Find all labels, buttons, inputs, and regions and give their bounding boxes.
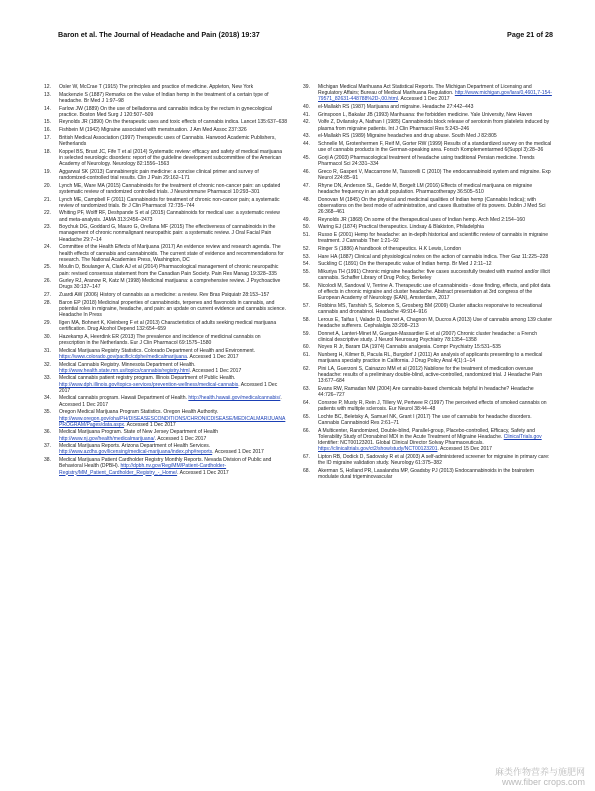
reference-text: Gurley RJ, Aranow R, Katz M (1998) Medicinal marijuana: a comprehensive review. J Psychoactive Drugs 30:137–147 <box>59 278 281 291</box>
reference-item <box>44 197 287 209</box>
reference-number: 19. <box>44 168 52 175</box>
reference-number: 22. <box>44 210 52 217</box>
reference-text: Suckling C (1891) On the therapeutic value of Indian hemp. Br Med J 2:11–12 <box>318 261 492 268</box>
reference-number: 29. <box>44 319 52 326</box>
reference-link[interactable]: http://www.dph.illinois.gov/topics-services/prevention-wellness/medical-cannabis <box>59 381 239 388</box>
reference-item <box>303 217 553 223</box>
reference-text: Nunberg H, Kilmer B, Pacula RL, Burgdorf J (2011) An analysis of applicants presenting to a medical marijuana specialty practice in California. J Drug Policy Anal 4(1):1–14 <box>318 352 543 365</box>
reference-number: 51. <box>303 231 311 238</box>
reference-number: 14. <box>44 105 52 112</box>
reference-item <box>303 352 553 364</box>
reference-number: 15. <box>44 119 52 126</box>
reference-text: Evans RW, Ramadan NM (2004) Are cannabis-based chemicals helpful in headache? Headache 44:726–727 <box>318 386 534 399</box>
reference-link[interactable]: http://dpbh.nv.gov/Reg/MM/Patient-Cardholder-Registry/MM_Patient_Cardholder_Registry_-_Home/ <box>59 463 227 476</box>
reference-number: 63. <box>303 386 311 393</box>
reference-number: 12. <box>44 84 52 90</box>
reference-text-tail: . Accessed 15 Dec 2017 <box>437 446 492 453</box>
reference-item <box>44 210 287 222</box>
reference-item <box>303 254 553 260</box>
reference-item <box>44 375 287 394</box>
reference-text: Fishbein M (1942) Migraine associated with menstruation. J Am Med Assoc 237:326 <box>59 127 247 134</box>
reference-text: el-Mallakh RS (1989) Migraine headaches and drug abuse. South Med J 82:805 <box>318 133 497 140</box>
reference-item <box>303 232 553 244</box>
reference-number: 48. <box>303 196 311 203</box>
reference-number: 36. <box>44 429 52 436</box>
reference-number: 20. <box>44 182 52 189</box>
reference-number: 23. <box>44 224 52 231</box>
reference-text: Reynolds JR (1868) On some of the therapeutical uses of Indian hemp. Arch Med 2:154–160 <box>318 216 526 223</box>
reference-item <box>303 84 553 103</box>
reference-text: Boychuk DG, Goddard G, Mauro G, Orellana MF (2015) The effectiveness of cannabinoids in the management of chronic nonmalignant neuropathic pain: a systematic review. J Oral Facial Pain Headache 29:7–14 <box>59 224 276 243</box>
reference-text: Michigan Medical Marihuana Act Statistical Reports. The Michigan Department of Licensing and Regulatory Affairs; Bureau of Medical Marihuana Regulation. <box>318 84 532 97</box>
reference-item <box>303 112 553 118</box>
reference-item <box>303 454 553 466</box>
reference-text: Medical cannabis program. Hawaii Department of Health. <box>59 395 189 402</box>
reference-number: 13. <box>44 91 52 98</box>
reference-text: Reynolds JR (1890) On the therapeutic uses and toxic effects of cannabis indica. Lancet 135:637–638 <box>59 119 288 126</box>
reference-number: 62. <box>303 366 311 372</box>
reference-text: Lynch ME, Campbell F (2011) Cannabinoids for treatment of chronic non-cancer pain; a systematic review of randomized trials. Br J Clin Pharmacol 72:735–744 <box>59 196 280 209</box>
reference-text: Akerman S, Holland PR, Lasalandra MP, Goadsby PJ (2013) Endocannabinoids in the brainstem modulate dural trigeminovascular <box>318 467 534 480</box>
reference-item <box>44 278 287 290</box>
reference-text: Volfe Z, Dvilansky A, Nathan I (1985) Cannabinoids block release of serotonin from platelets induced by plasma from migraine patients. Int J Clin Pharmacol Res 5:243–246 <box>318 119 550 132</box>
reference-item <box>303 428 553 453</box>
reference-number: 50. <box>303 224 311 231</box>
reference-number: 41. <box>303 111 311 118</box>
reference-text: Hare HA (1887) Clinical and physiological notes on the action of cannabis indica. Ther Gaz 11:225–228 <box>318 253 549 260</box>
reference-text-tail: . Accessed 1 Dec 2017 <box>397 96 450 103</box>
reference-item <box>44 183 287 195</box>
reference-item <box>303 261 553 267</box>
reference-text: Ilgen MA, Bohnert K, Kleinberg F et al (2013) Characteristics of adults seeking medical marijuana certification. Drug Alcohol Depend 132:654–659 <box>59 319 277 333</box>
reference-text: Lipton RB, Dodick D, Sadovsky R et al (2003) A self-administered screener for migraine in primary care: the ID migraine validation study. Neurology 61:375–382 <box>318 453 550 467</box>
watermark-line-1: 麻类作物营养与施肥网 <box>494 767 585 777</box>
reference-item <box>303 197 553 216</box>
reference-number: 68. <box>303 467 311 474</box>
reference-text: Osler W, McCrae T (1915) The principles and practice of medicine. Appleton, New York <box>59 84 254 90</box>
reference-text: Waring EJ (1874) Practical therapeutics. Lindsay & Blakiston, Philadelphia <box>318 224 484 231</box>
reference-text: Medical cannabis patient registry program. Illinois Department of Public Health. <box>59 375 236 382</box>
reference-item <box>44 127 287 133</box>
running-header <box>58 30 553 44</box>
reference-number: 67. <box>303 453 311 460</box>
reference-number: 60. <box>303 344 311 351</box>
reference-text: Hazekamp A, Heerdink ER (2013) The prevalence and incidence of medicinal cannabis on prescription in the Netherlands. Eur J Clin Pharmacol 69:1575–1580 <box>59 333 261 346</box>
reference-text: A Multicenter, Randomized, Double-blind, Parallel-group, Placebo-controlled, Efficacy, Safety and Tolerability Study of Dronabinol MDI in the Acute Treatment of Migraine Headache. <box>318 427 535 440</box>
reference-number: 38. <box>44 457 52 464</box>
reference-text: British Medical Association (1997) Therapeutic uses of Cannabis. Harwood Academic Publishers, Netherlands <box>59 134 276 147</box>
reference-text: Noyes R Jr, Baram DA (1974) Cannabis analgesia. Compr Psychiatry 15:531–535 <box>318 344 501 351</box>
reference-item <box>303 224 553 230</box>
reference-item <box>303 169 553 181</box>
reference-text: Lochte BC, Beletsky A, Samuel NK, Grant I (2017) The use of cannabis for headache disorders. Cannabis Cannabinoid Res 2:61–71 <box>318 413 532 426</box>
reference-item <box>44 320 287 332</box>
reference-number: 64. <box>303 399 311 406</box>
reference-text-tail: . Accessed 1 Dec 2017 <box>154 435 207 442</box>
reference-number: 34. <box>44 395 52 402</box>
reference-item <box>303 246 553 252</box>
reference-number: 58. <box>303 316 311 323</box>
reference-item <box>44 84 287 90</box>
reference-item <box>303 303 553 315</box>
reference-item <box>44 300 287 319</box>
reference-link[interactable]: ClinicalTrials.gov <box>503 433 542 440</box>
reference-text: Medical Marijuana Reports. Arizona Department of Health Services. <box>59 443 211 450</box>
reference-item <box>44 224 287 243</box>
reference-text-tail: . Accessed 1 Dec 2017 <box>124 421 176 428</box>
reference-text: Rhyne DN, Anderson SL, Gedde M, Borgelt LM (2016) Effects of medical marijuana on migraine headache frequency in an adult population. Pharmacotherapy 36:505–510 <box>318 182 533 195</box>
reference-item <box>44 244 287 263</box>
reference-number: 47. <box>303 182 311 189</box>
reference-number: 46. <box>303 168 311 175</box>
reference-number: 30. <box>44 333 52 340</box>
reference-link[interactable]: http://www.michigan.gov/lara/0,4601,7-154-79571_82631-448788%2D-,00.html <box>318 90 552 103</box>
reference-text: Farlow JW (1889) On the use of belladonna and cannabis indica by the rectum in gynecological practice. Boston Med Surg J 120:507–509 <box>59 105 272 118</box>
reference-number: 42. <box>303 119 311 126</box>
page-number: Page 21 of 28 <box>507 30 553 39</box>
references-column-left <box>44 84 287 477</box>
reference-number: 55. <box>303 268 311 275</box>
reference-text: Committee of the Health Effects of Marijuana (2017) An evidence review and research agenda. The health effects of cannabis and cannabinoids. The current state of evidence and recommendations for research. The National Academies Press, Washington, DC <box>59 244 284 263</box>
reference-item <box>44 135 287 147</box>
reference-item <box>44 292 287 298</box>
reference-link[interactable]: http://www.azdhs.gov/licensing/medical-marijuana/index.php#reports <box>59 449 213 456</box>
reference-number: 18. <box>44 148 52 155</box>
reference-text: Pini LA, Guerzoni S, Cainazzo MM et al (2012) Nabilone for the treatment of medication overuse headache: results of a preliminary double-blind, active-controlled, randomized trial. J Headache Pain 13:677–684 <box>318 366 543 385</box>
reference-item <box>303 414 553 426</box>
reference-item <box>303 183 553 195</box>
reference-item <box>303 155 553 167</box>
reference-text: Koppel BS, Brust JC, Fife T et al (2014) Systematic review: efficacy and safety of medical marijuana in selected neurologic disorders: report of the guideline development subcommittee of the American Academy of Neurology. Neurology 82:1556–1563 <box>59 148 283 168</box>
reference-item <box>44 92 287 104</box>
reference-number: 65. <box>303 413 311 420</box>
reference-item <box>44 362 287 374</box>
reference-number: 49. <box>303 216 311 223</box>
reference-number: 43. <box>303 133 311 140</box>
reference-text-tail: . Accessed 1 Dec 2017 <box>186 353 239 360</box>
reference-number: 53. <box>303 253 311 260</box>
reference-text: Ringer S (1886) A handbook of therapeutics. H.K Lewis, London <box>318 245 462 252</box>
reference-text: Greco R, Gasperi V, Maccarrone M, Tassorelli C (2010) The endocannabinoid system and migraine. Exp Neurol 224:85–91 <box>318 168 551 181</box>
reference-item <box>303 133 553 139</box>
reference-number: 21. <box>44 196 52 203</box>
reference-link[interactable]: http://www.oregon.gov/oha/PH/DISEASESCONDITIONS/CHRONICDISEASE/MEDICALMARIJUANAPROGRAM/Pages/data.aspx <box>59 415 286 428</box>
reference-number: 33. <box>44 375 52 382</box>
running-title: Baron et al. The Journal of Headache and Pain (2018) 19:37 <box>58 30 260 39</box>
reference-item <box>44 264 287 276</box>
reference-text: el-Mallakh RS (1987) Marijuana and migraine. Headache 27:442–443 <box>318 104 474 111</box>
reference-item <box>44 429 287 441</box>
reference-number: 61. <box>303 352 311 359</box>
reference-item <box>44 443 287 455</box>
reference-number: 32. <box>44 361 52 368</box>
references-column-right <box>303 84 553 482</box>
reference-text: Oregon Medical Marijuana Program Statistics. Oregon Health Authority. <box>59 409 219 416</box>
reference-number: 31. <box>44 347 52 354</box>
reference-link[interactable]: http://www.nj.gov/health/medicalmarijuana/ <box>59 435 155 442</box>
reference-text: Mikuriya TH (1991) Chronic migraine headache: five cases successfully treated with marinol and/or illicit cannabis. Schaffer Library of Drug Policy, Berkeley <box>318 268 550 282</box>
reference-item <box>303 468 553 480</box>
reference-text-tail: . Accessed 1 Dec 2017 <box>189 367 242 374</box>
reference-number: 54. <box>303 261 311 268</box>
reference-item <box>44 169 287 181</box>
reference-item <box>303 366 553 385</box>
reference-text-tail: Identifier: NCT00123201. Global Clinical Director Solvay Pharmaceuticals. <box>318 440 484 447</box>
reference-item <box>303 344 553 350</box>
reference-number: 40. <box>303 104 311 111</box>
reference-text: Donnet A, Lanteri-Minet M, Guegan-Massardier E et al (2007) Chronic cluster headache: a French clinical descriptive study. J Neurol Neurosurg Psychiatry 78:1354–1358 <box>318 330 538 343</box>
reference-item <box>44 395 287 407</box>
reference-number: 66. <box>303 427 311 434</box>
reference-text: Grinspoon L, Bakalar JB (1993) Marihuana: the forbidden medicine. Yale University, New Haven <box>318 111 533 118</box>
reference-number: 52. <box>303 245 311 252</box>
reference-number: 17. <box>44 134 52 141</box>
reference-text: Lynch ME, Ware MA (2015) Cannabinoids for the treatment of chronic non-cancer pain: an updated systematic review of randomized controlled trials. J Neuroimmune Pharmacol 10:293–301 <box>59 182 281 195</box>
reference-text-tail: . Accessed 1 Dec 2017 <box>212 449 264 456</box>
reference-text: Nicolodi M, Sandoval V, Terrine A. Therapeutic use of cannabinoids - dose finding, effects, and pilot data of effects in chronic migraine and cluster headache. Abstract presentation at 3rd congress of the European Academy of Neurology (EAN), Amsterdam, 2017 <box>318 282 551 302</box>
reference-link[interactable]: https://clinicaltrials.gov/ct2/show/study/NCT00123201 <box>318 446 438 453</box>
reference-number: 28. <box>44 299 52 306</box>
reference-number: 27. <box>44 292 52 299</box>
reference-item <box>303 386 553 398</box>
watermark-line-2: www.fiber crops.com <box>501 777 585 787</box>
reference-item <box>44 457 287 476</box>
reference-text: Gorji A (2003) Pharmacological treatment of headache using traditional Persian medicine. Trends Pharmacol Sci 24:331–334 <box>318 154 535 168</box>
reference-text: Aggarwal SK (2013) Cannabinergic pain medicine: a concise clinical primer and survey of randomized-controlled trial results. Clin J Pain 29:162–171 <box>59 168 259 181</box>
reference-text: Zuardi AW (2006) History of cannabis as a medicine: a review. Rev Bras Psiquiatr 28:153–157 <box>59 292 270 299</box>
reference-text: Leroux E, Taifas I, Valade D, Donnet A, Chagnon M, Ducros A (2013) Use of cannabis among 139 cluster headache sufferers. Cephalalgia 33:208–213 <box>318 316 553 329</box>
reference-link[interactable]: http://health.hawaii.gov/medicalcannabis/ <box>188 395 281 402</box>
reference-number: 57. <box>303 302 311 309</box>
reference-text: Medical Marijuana Program. State of New Jersey Department of Health <box>59 429 219 436</box>
reference-number: 25. <box>44 264 52 271</box>
reference-number: 39. <box>303 84 311 90</box>
reference-link[interactable]: http://www.health.state.mn.us/topics/cannabis/registry.html <box>59 367 190 374</box>
reference-number: 37. <box>44 443 52 450</box>
reference-number: 59. <box>303 330 311 337</box>
reference-item <box>44 334 287 346</box>
reference-link[interactable]: https://www.colorado.gov/pacific/cdphe/medicalmarijuana <box>59 353 187 360</box>
reference-item <box>44 119 287 125</box>
reference-number: 24. <box>44 244 52 251</box>
reference-text-tail: . Accessed 1 Dec 2017 <box>177 469 229 476</box>
reference-text-tail: . Accessed 1 Dec 2017 <box>59 381 278 394</box>
reference-item <box>44 106 287 118</box>
reference-number: 56. <box>303 282 311 289</box>
reference-text: Donovan M (1845) On the physical and medicinal qualities of Indian hemp (Cannabis Indica); with observations on the best mode of administration, and cases illustrative of its powers. Dublin J Med Sci 26:368–461 <box>318 196 546 215</box>
reference-number: 44. <box>303 141 311 147</box>
reference-text: Mackenzie S (1887) Remarks on the value of Indian hemp in the treatment of a certain type of headache. Br Med J 1:97–98 <box>59 91 269 104</box>
reference-text: Medical Marijuana Patient Cardholder Registry Monthly Reports. Nevada Division of Public and Behavioral Health (DPBH). <box>59 457 272 470</box>
reference-item <box>44 149 287 168</box>
reference-number: 26. <box>44 278 52 285</box>
reference-text: Baron EP (2018) Medicinal properties of cannabinoids, terpenes and flavonoids in cannabis, and potential roles in migraine, headache, and pain: an update on current evidence and cannabis science. Headache In Press <box>59 299 286 319</box>
reference-text-tail: . Accessed 1 Dec 2017 <box>59 395 282 408</box>
reference-item <box>303 283 553 302</box>
reference-item <box>303 104 553 110</box>
reference-text: Robbins MS, Tarshish S, Solomon S, Grosberg BM (2009) Cluster attacks responsive to recreational cannabis and dronabinol. Headache 49:914–916 <box>318 302 543 315</box>
reference-text: Schnelle M, Grotenhermen F, Reif M, Gorter RW (1999) Results of a standardized survey on the medical use of cannabis products in the German-speaking area. Forsch Komplementarmed 6(Suppl 3):28–36 <box>318 141 552 154</box>
reference-item <box>303 331 553 343</box>
reference-text: Medical Cannabis Registry. Minnesota Department of Health. <box>59 361 196 368</box>
reference-number: 16. <box>44 127 52 134</box>
reference-text: Russo E (2001) Hemp for headache: an in-depth historical and scientific review of cannabis in migraine treatment. J Cannabis Ther 1:21–92 <box>318 231 549 245</box>
reference-item <box>303 141 553 153</box>
reference-item <box>303 119 553 131</box>
reference-item <box>303 269 553 281</box>
reference-text: Whiting PF, Wolff RF, Deshpande S et al (2015) Cannabinoids for medical use: a systematic review and meta-analysis. JAMA 313:2456–2473 <box>59 210 280 223</box>
reference-number: 35. <box>44 409 52 416</box>
reference-item <box>44 409 287 428</box>
reference-item <box>303 400 553 412</box>
reference-item <box>303 317 553 329</box>
reference-item <box>44 348 287 360</box>
reference-text: Medical Marijuana Registry Statistics. Colorado Department of Health and Environment. <box>59 347 256 354</box>
reference-text: Consroe P, Musty R, Rein J, Tillery W, Pertwee R (1997) The perceived effects of smoked cannabis on patients with multiple sclerosis. Eur Neurol 38:44–48 <box>318 399 547 413</box>
reference-number: 45. <box>303 154 311 161</box>
watermark <box>495 767 585 787</box>
reference-text: Moulin D, Boulanger A, Clark AJ et al (2014) Pharmacological management of chronic neuropathic pain: revised consensus statement from the Canadian Pain Society. Pain Res Manag 19:328–335 <box>59 264 279 277</box>
